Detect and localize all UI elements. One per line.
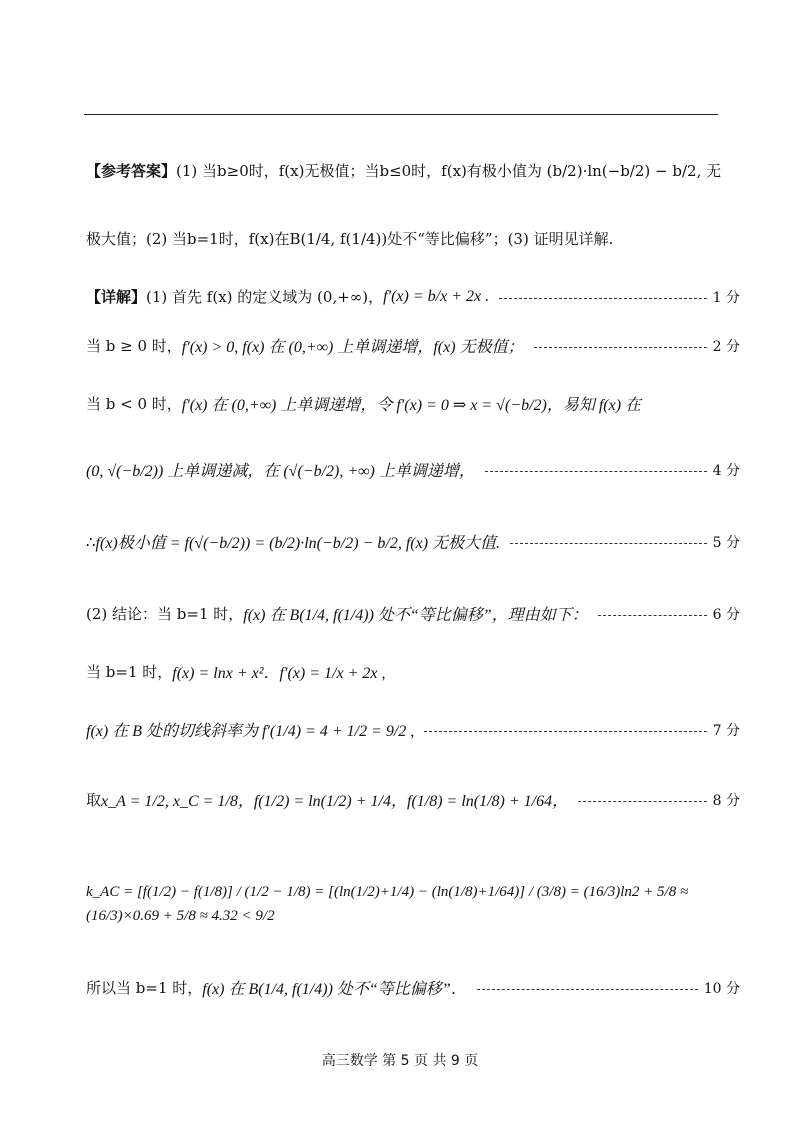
score-leader (499, 298, 707, 299)
score-leader (534, 347, 707, 348)
score-mark: 2 分 (712, 338, 740, 355)
detail-row-11 (86, 976, 740, 999)
detail-row-6 (86, 602, 740, 625)
detail-row-text: (2) 结论：当 b=1 时， (86, 605, 244, 623)
answer-label: 【参考答案】 (86, 162, 177, 180)
answer-line-1 (86, 160, 740, 181)
detail-row-math: f′(x) > 0, f(x) 在 (0,+∞) 上单调递增，f(x) 无极值； (181, 339, 524, 356)
page-footer: 高三数学 第 5 页 共 9 页 (321, 1053, 479, 1069)
score-leader (598, 615, 707, 616)
slope-formula: k_AC = [f(1/2) − f(1/8)] / (1/2 − 1/8) = [(ln(1/2)+1/4) − (ln(1/8)+1/64)] / (3/8) = (16/3)ln2 + 5/8 ≈ (16/3)×0.69 + 5/8 ≈ 4.32 < 9/2 (86, 884, 689, 924)
detail-row-text: 当 b ≥ 0 时， (86, 337, 182, 355)
score-mark: 6 分 (712, 606, 740, 623)
detail-row-2 (86, 334, 740, 357)
detail-row-math: f′(x) = b/x + 2x . (383, 287, 490, 305)
detail-row-7 (86, 660, 740, 683)
detail-row-math: f(x) 在 B 处的切线斜率为 f′(1/4) = 4 + 1/2 = 9/2 , (86, 723, 415, 740)
detail-row-10 (86, 880, 740, 928)
detail-row-text: 取 (86, 791, 102, 809)
answer-text-2: 极大值；(2) 当b=1时，f(x)在B(1/4, f(1/4))处不“等比偏移”；(3) 证明见详解. (86, 230, 614, 248)
detail-row-text: 所以当 b=1 时， (86, 979, 203, 997)
score-mark: 10 分 (703, 980, 740, 997)
score-mark: 8 分 (712, 792, 740, 809)
detail-row-9 (86, 788, 740, 811)
detail-row-8 (86, 718, 740, 741)
score-leader (485, 471, 707, 472)
score-leader (510, 543, 707, 544)
detail-row-math: f(x) 在 B(1/4, f(1/4)) 处不“等比偏移”． (202, 981, 467, 998)
answer-text-1: (1) 当b≥0时，f(x)无极值；当b≤0时，f(x)有极小值为 (b/2)·ln(−b/2) − b/2, 无 (176, 162, 722, 180)
detail-row-math: (0, √(−b/2)) 上单调递减，在 (√(−b/2), +∞) 上单调递增， (86, 463, 475, 480)
detail-row-text: 当 b < 0 时， (86, 395, 182, 413)
detail-row-text: ∴ (86, 532, 96, 551)
answer-line-2 (86, 228, 740, 249)
score-mark: 1 分 (712, 289, 740, 306)
detail-row-5 (86, 530, 740, 553)
detail-row-math: x_A = 1/2, x_C = 1/8，f(1/2) = ln(1/2) + 1/4，f(1/8) = ln(1/8) + 1/64， (101, 793, 569, 810)
detail-row-math: f(x) = lnx + x²．f′(x) = 1/x + 2x , (172, 665, 386, 682)
score-mark: 4 分 (712, 462, 740, 479)
score-leader (424, 731, 706, 732)
detail-row-text: (1) 首先 f(x) 的定义域为 (0,+∞)， (146, 288, 384, 306)
score-mark: 5 分 (712, 534, 740, 551)
detail-row-math: f(x)极小值 = f(√(−b/2)) = (b/2)·ln(−b/2) − b/2, f(x) 无极大值. (95, 535, 501, 552)
detail-row-3 (86, 392, 740, 415)
header-rule (84, 114, 718, 115)
detail-row-4 (86, 458, 740, 481)
score-leader (578, 801, 707, 802)
detail-row-math: f(x) 在 B(1/4, f(1/4)) 处不“等比偏移”，理由如下： (243, 607, 588, 624)
score-leader (477, 989, 698, 990)
detail-label: 【详解】 (86, 288, 147, 306)
score-mark: 7 分 (712, 722, 740, 739)
detail-row-text: 当 b=1 时， (86, 663, 173, 681)
detail-row-1 (86, 286, 740, 307)
detail-row-math: f′(x) 在 (0,+∞) 上单调递增，令 f′(x) = 0 ⇒ x = √(−b/2)，易知 f(x) 在 (181, 397, 642, 414)
